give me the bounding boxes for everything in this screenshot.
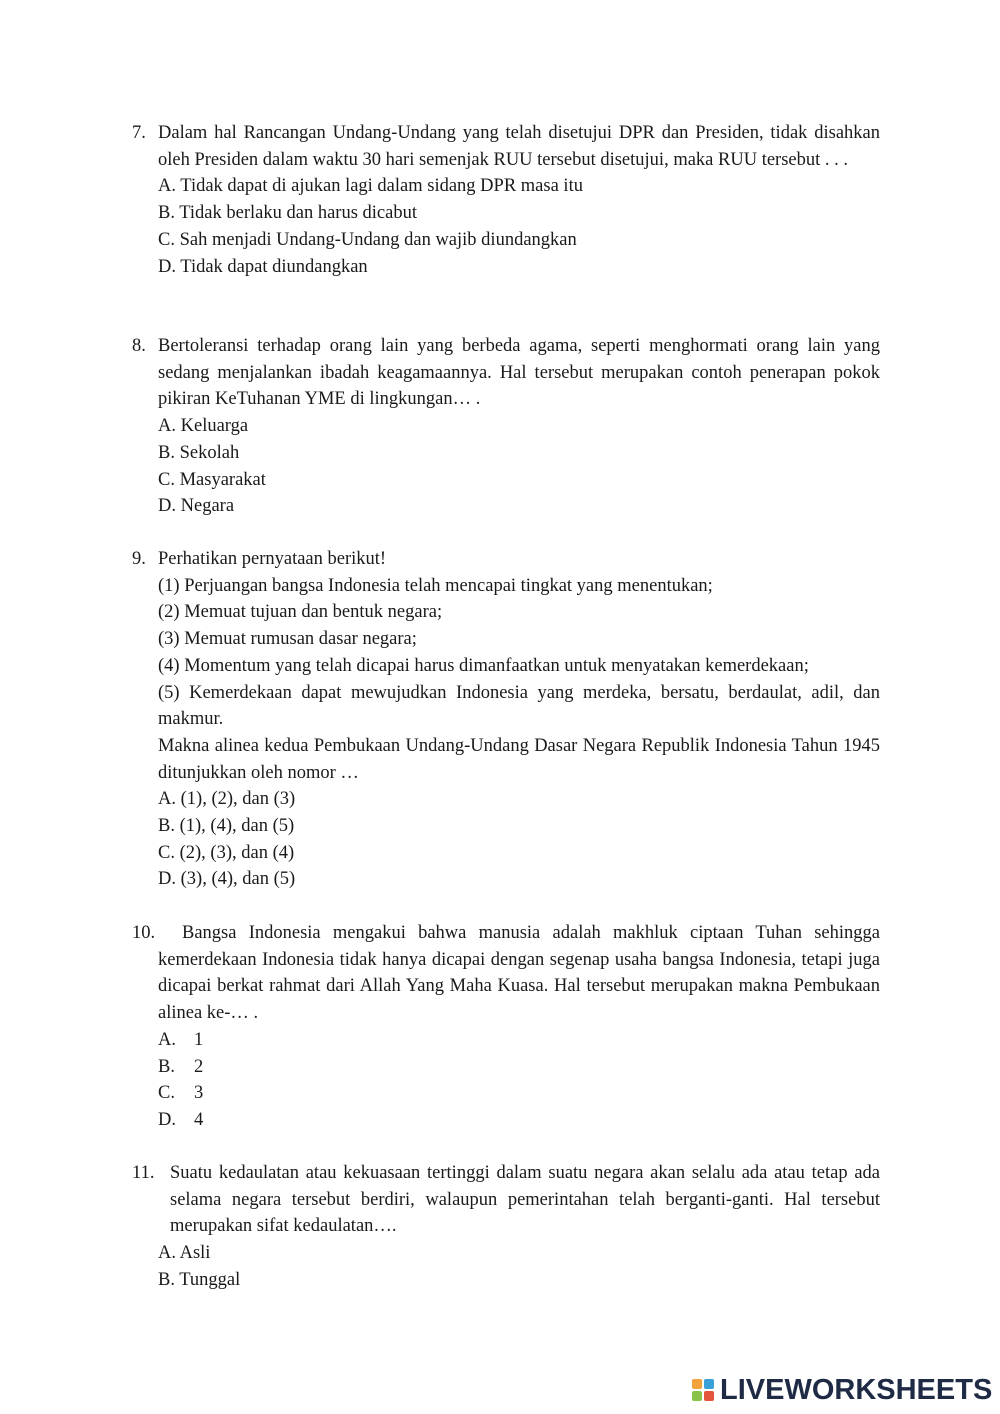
option-b: B. (1), (4), dan (5) bbox=[158, 816, 295, 837]
question-number: 7. bbox=[132, 123, 146, 143]
option-a: A. Keluarga bbox=[158, 416, 249, 437]
option-b: B. Tidak berlaku dan harus dicabut bbox=[158, 203, 417, 224]
question-stem: 11. Suatu kedaulatan atau kekuasaan tertinggi dalam suatu negara akan selalu ada atau tetap ada selama negara tersebut berdiri, walaupun pemerintahan telah berganti-ganti. Hal tersebut merupakan sifat kedaulatan…. bbox=[132, 1160, 880, 1240]
option-a: A. Tidak dapat di ajukan lagi dalam sidang DPR masa itu bbox=[158, 176, 583, 197]
question-stem: 10. Bangsa Indonesia mengakui bahwa manusia adalah makhluk ciptaan Tuhan sehingga kemerdekaan Indonesia tidak hanya dicapai dengan segenap usaha bangsa Indonesia, tetapi juga dicapai berkat rahmat dari Allah Yang Maha Kuasa. Hal tersebut merupakan makna Pembukaan alinea ke-… . bbox=[132, 920, 880, 1027]
option-a: A. Asli bbox=[158, 1243, 211, 1264]
question-11 bbox=[132, 1160, 880, 1294]
question-10 bbox=[132, 920, 880, 1134]
question-number: 9. bbox=[132, 549, 146, 569]
option-d: D. Tidak dapat diundangkan bbox=[158, 256, 368, 277]
question-stem: 7. Dalam hal Rancangan Undang-Undang yang telah disetujui DPR dan Presiden, tidak disahkan oleh Presiden dalam waktu 30 hari semenjak RUU tersebut disetujui, maka RUU tersebut . . . bbox=[132, 120, 880, 173]
statement-3: (3) Memuat rumusan dasar negara; bbox=[158, 629, 417, 650]
question-7 bbox=[132, 120, 880, 280]
question-9 bbox=[132, 546, 880, 893]
option-c: C. 3 bbox=[158, 1083, 204, 1104]
option-d: D. 4 bbox=[158, 1109, 204, 1130]
option-b: B. 2 bbox=[158, 1056, 204, 1077]
option-a: A. (1), (2), dan (3) bbox=[158, 789, 296, 810]
question-number: 10. bbox=[132, 923, 156, 943]
question-stem: 9. Perhatikan pernyataan berikut! bbox=[132, 546, 880, 573]
question-number: 11. bbox=[132, 1163, 155, 1183]
statement-4: (4) Momentum yang telah dicapai harus dimanfaatkan untuk menyatakan kemerdekaan; bbox=[158, 655, 809, 676]
statement-5: (5) Kemerdekaan dapat mewujudkan Indonesia yang merdeka, bersatu, berdaulat, adil, dan makmur. bbox=[158, 682, 880, 730]
statement-2: (2) Memuat tujuan dan bentuk negara; bbox=[158, 602, 443, 623]
option-a: A. 1 bbox=[158, 1029, 204, 1050]
option-c: C. (2), (3), dan (4) bbox=[158, 842, 295, 863]
liveworksheets-logo bbox=[692, 1375, 992, 1405]
option-c: C. Masyarakat bbox=[158, 469, 266, 490]
statement-1: (1) Perjuangan bangsa Indonesia telah mencapai tingkat yang menentukan; bbox=[158, 575, 713, 596]
question-number: 8. bbox=[132, 336, 146, 356]
logo-text: LIVEWORKSHEETS bbox=[720, 1373, 993, 1406]
option-b: B. Tunggal bbox=[158, 1269, 241, 1290]
question-prompt: Makna alinea kedua Pembukaan Undang-Undang Dasar Negara Republik Indonesia Tahun 1945 ditunjukkan oleh nomor … bbox=[158, 735, 880, 783]
option-c: C. Sah menjadi Undang-Undang dan wajib diundangkan bbox=[158, 229, 577, 250]
logo-blocks-icon bbox=[692, 1379, 714, 1401]
option-b: B. Sekolah bbox=[158, 442, 240, 463]
question-stem: 8. Bertoleransi terhadap orang lain yang berbeda agama, seperti menghormati orang lain yang sedang menjalankan ibadah keagamaannya. Hal tersebut merupakan contoh penerapan pokok pikiran KeTuhanan YME di lingkungan… . bbox=[132, 333, 880, 413]
option-d: D. (3), (4), dan (5) bbox=[158, 869, 296, 890]
question-8 bbox=[132, 333, 880, 520]
option-d: D. Negara bbox=[158, 496, 235, 517]
